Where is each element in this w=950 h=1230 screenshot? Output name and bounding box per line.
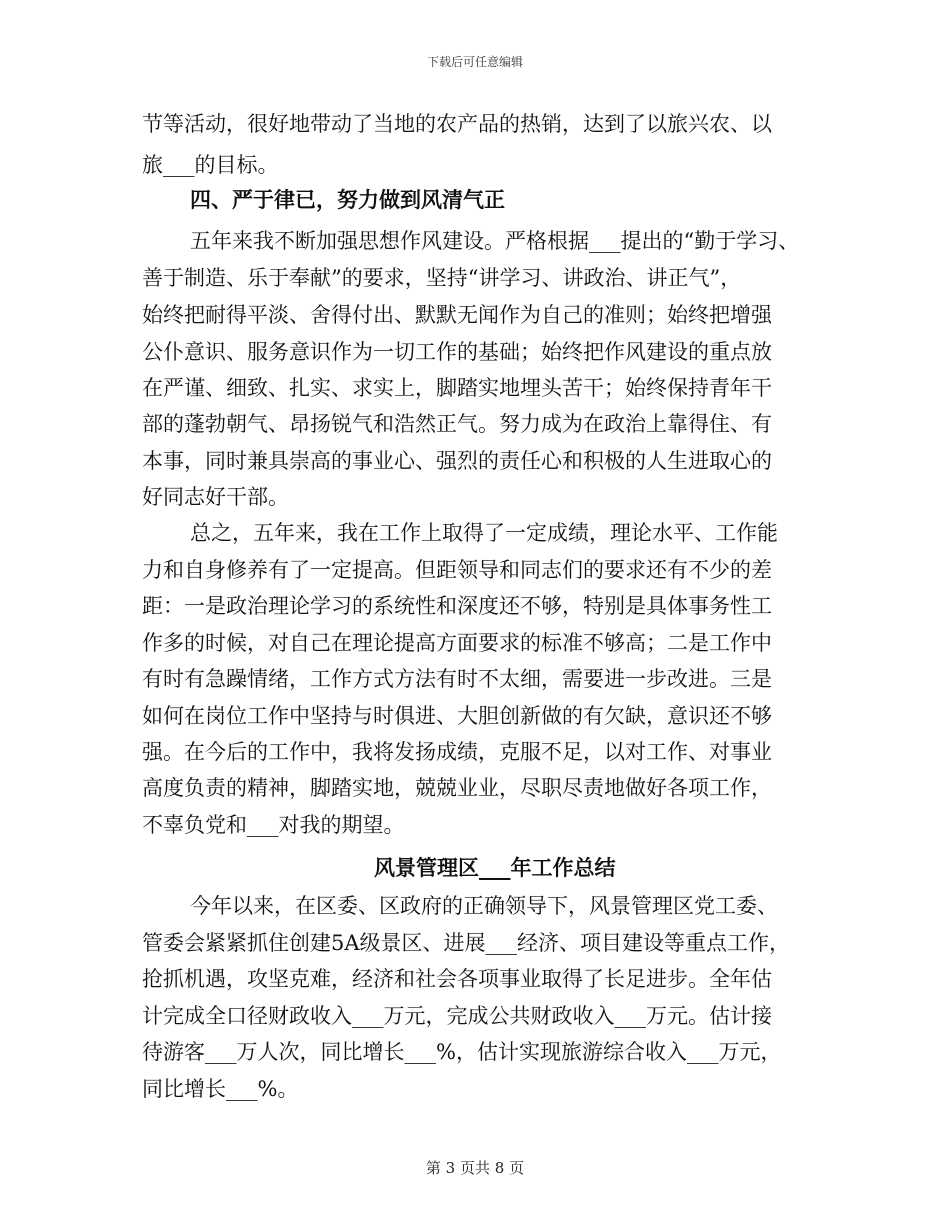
text-line: 善于制造、乐于奉献”的要求，坚持“讲学习、讲政治、讲正气”， (142, 266, 742, 290)
page-number: 第 3 页共 8 页 (425, 1159, 525, 1177)
text-line: 距：一是政治理论学习的系统性和深度还不够，特别是具体事务性工 (142, 594, 772, 618)
text-line: 有时有急躁情绪，工作方式方法有时不太细，需要进一步改进。三是 (142, 667, 772, 691)
text-line: 管委会紧紧抓住创建5A级景区、进展___经济、项目建设等重点工作， (142, 931, 791, 955)
text-line: 强。在今后的工作中，我将发扬成绩，克服不足，以对工作、对事业 (142, 740, 772, 764)
paragraph-first-line: 五年来我不断加强思想作风建设。严格根据___提出的“勤于学习、 (190, 229, 800, 253)
text-line: 计完成全口径财政收入___万元，完成公共财政收入___万元。估计接 (142, 1004, 772, 1028)
document-title: 风景管理区___年工作总结 (374, 856, 616, 880)
paragraph-first-line: 总之，五年来，我在工作上取得了一定成绩，理论水平、工作能 (190, 521, 778, 545)
page-header: 下载后可任意编辑 (426, 55, 523, 69)
text-line: 如何在岗位工作中坚持与时俱进、大胆创新做的有欠缺，意识还不够 (142, 704, 772, 728)
text-line: 作多的时候，对自己在理论提高方面要求的标准不够高；二是工作中 (142, 631, 772, 655)
text-line: 旅___的目标。 (142, 153, 279, 177)
text-line: 待游客___万人次，同比增长___%，估计实现旅游综合收入___万元， (142, 1040, 782, 1064)
text-line: 节等活动，很好地带动了当地的农产品的热销，达到了以旅兴农、以 (142, 112, 772, 136)
text-line: 本事，同时兼具崇高的事业心、强烈的责任心和积极的人生进取心的 (142, 449, 772, 473)
text-line: 部的蓬勃朝气、昂扬锐气和浩然正气。努力成为在政治上靠得住、有 (142, 412, 772, 436)
text-line: 同比增长___%。 (142, 1077, 299, 1101)
text-line: 抢抓机遇，攻坚克难，经济和社会各项事业取得了长足进步。全年估 (142, 967, 772, 991)
text-line: 好同志好干部。 (142, 485, 289, 509)
section-heading: 四、严于律已，努力做到风清气正 (190, 188, 505, 212)
text-line: 始终把耐得平淡、舍得付出、默默无闻作为自己的准则；始终把增强 (142, 303, 772, 327)
text-line: 力和自身修养有了一定提高。但距领导和同志们的要求还有不少的差 (142, 558, 772, 582)
text-line: 公仆意识、服务意识作为一切工作的基础；始终把作风建设的重点放 (142, 340, 772, 364)
text-line: 高度负责的精神，脚踏实地，兢兢业业，尽职尽责地做好各项工作， (142, 776, 772, 800)
text-line: 不辜负党和___对我的期望。 (142, 813, 405, 837)
paragraph-first-line: 今年以来，在区委、区政府的正确领导下，风景管理区党工委、 (190, 894, 778, 918)
text-line: 在严谨、细致、扎实、求实上，脚踏实地埋头苦干；始终保持青年干 (142, 376, 772, 400)
